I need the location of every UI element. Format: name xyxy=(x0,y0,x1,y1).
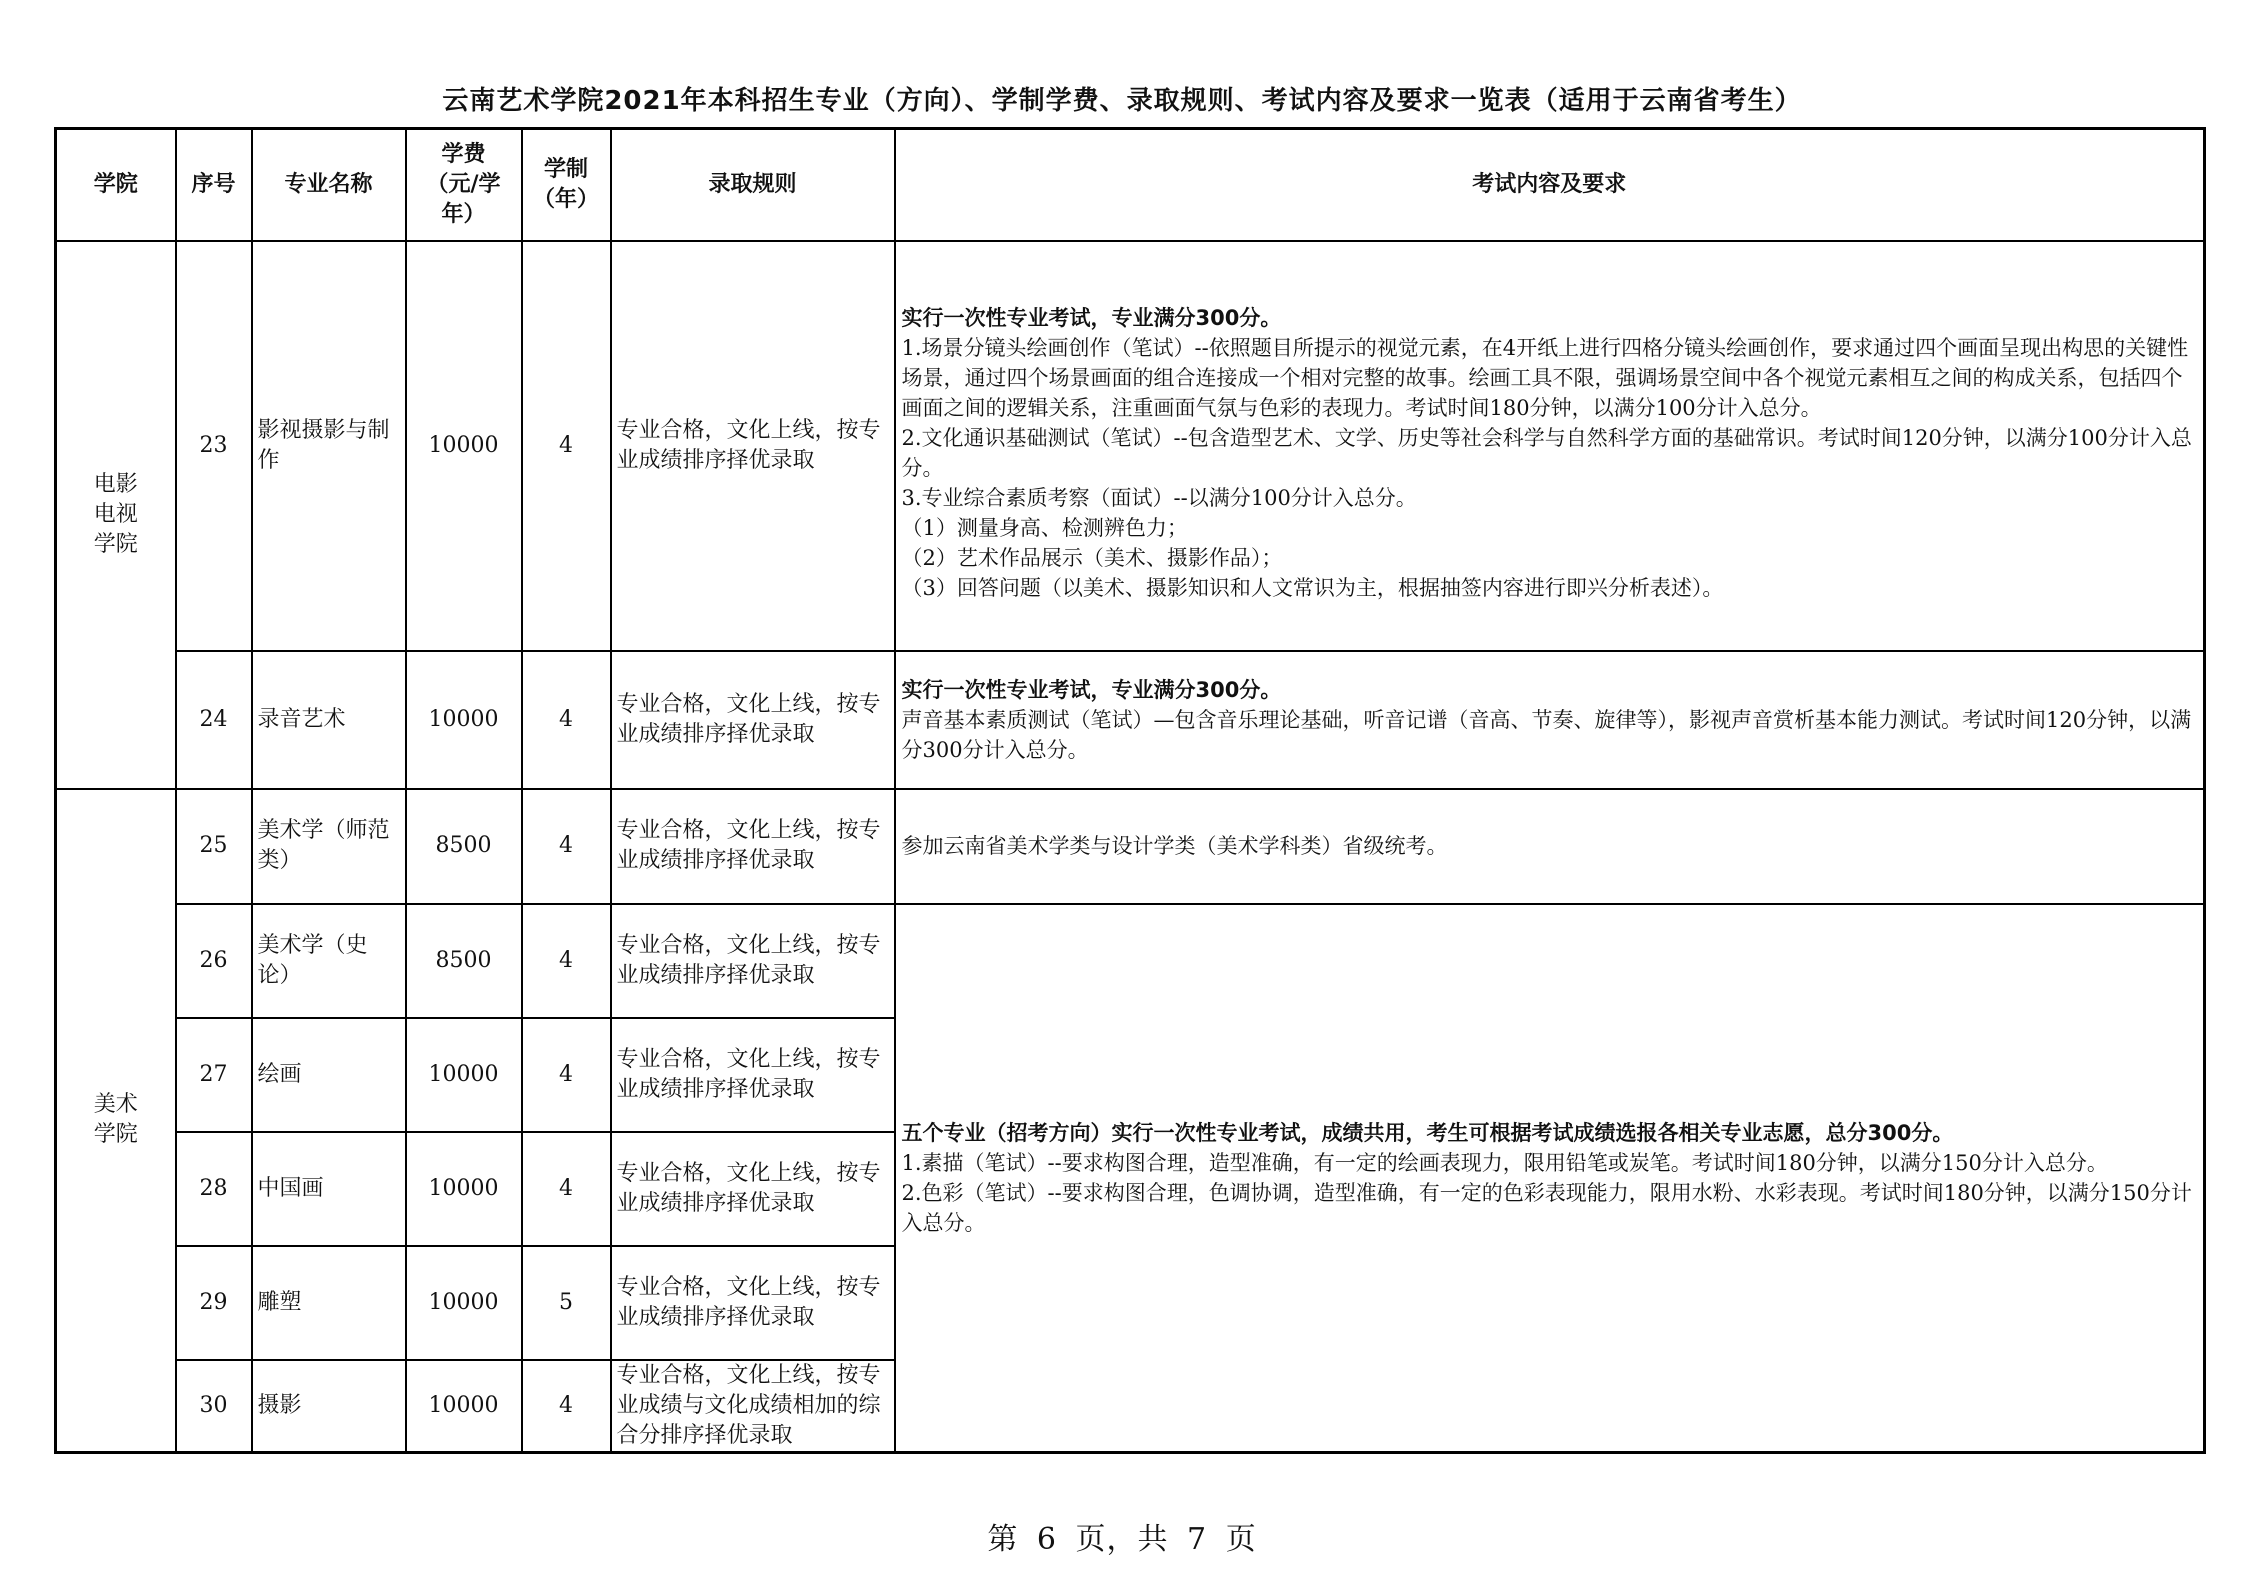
current-page: 6 xyxy=(1036,1522,1057,1557)
header-years: 学制 （年） xyxy=(522,129,611,241)
header-college: 学院 xyxy=(56,129,176,241)
table-row xyxy=(56,789,2205,904)
cell-no: 27 xyxy=(176,1018,252,1132)
cell-years: 4 xyxy=(522,241,611,651)
college-film: 电影 电视 学院 xyxy=(56,241,176,789)
cell-no: 24 xyxy=(176,651,252,789)
cell-major: 录音艺术 xyxy=(252,651,406,789)
cell-fee: 10000 xyxy=(406,1018,522,1132)
cell-major: 摄影 xyxy=(252,1360,406,1453)
table-row xyxy=(56,241,2205,651)
header-no: 序号 xyxy=(176,129,252,241)
req-heading: 五个专业（招考方向）实行一次性专业考试，成绩共用，考生可根据考试成绩选报各相关专业志愿，总分300分。 xyxy=(901,1120,1954,1145)
cell-rule: 专业合格，文化上线，按专业成绩与文化成绩相加的综合分排序择优录取 xyxy=(611,1360,895,1453)
cell-no: 26 xyxy=(176,904,252,1018)
cell-requirements xyxy=(895,241,2205,651)
cell-fee: 8500 xyxy=(406,789,522,904)
cell-rule: 专业合格，文化上线，按专业成绩排序择优录取 xyxy=(611,1018,895,1132)
cell-requirements xyxy=(895,904,2205,1453)
cell-years: 4 xyxy=(522,1018,611,1132)
cell-major: 美术学（师范类） xyxy=(252,789,406,904)
req-line: 2.文化通识基础测试（笔试）--包含造型艺术、文学、历史等社会科学与自然科学方面的基础常识。考试时间120分钟，以满分100分计入总分。 xyxy=(901,425,2192,480)
cell-no: 28 xyxy=(176,1132,252,1246)
req-line: （3）回答问题（以美术、摄影知识和人文常识为主，根据抽签内容进行即兴分析表述）。 xyxy=(901,575,1724,600)
header-fee: 学费 （元/学 年） xyxy=(406,129,522,241)
cell-major: 美术学（史论） xyxy=(252,904,406,1018)
cell-years: 4 xyxy=(522,789,611,904)
college-art: 美术 学院 xyxy=(56,789,176,1453)
header-requirements: 考试内容及要求 xyxy=(895,129,2205,241)
cell-rule: 专业合格，文化上线，按专业成绩排序择优录取 xyxy=(611,789,895,904)
admissions-table xyxy=(54,127,2206,1454)
cell-no: 29 xyxy=(176,1246,252,1360)
table-row xyxy=(56,651,2205,789)
cell-fee: 10000 xyxy=(406,1246,522,1360)
req-line: 1.素描（笔试）--要求构图合理，造型准确，有一定的绘画表现力，限用铅笔或炭笔。考试时间180分钟，以满分150分计入总分。 xyxy=(901,1150,2108,1175)
cell-rule: 专业合格，文化上线，按专业成绩排序择优录取 xyxy=(611,1132,895,1246)
req-line: 3.专业综合素质考察（面试）--以满分100分计入总分。 xyxy=(901,485,1417,510)
header-row xyxy=(56,129,2205,241)
cell-years: 5 xyxy=(522,1246,611,1360)
req-heading: 实行一次性专业考试，专业满分300分。 xyxy=(901,305,1282,330)
cell-no: 25 xyxy=(176,789,252,904)
cell-major: 影视摄影与制作 xyxy=(252,241,406,651)
cell-fee: 10000 xyxy=(406,651,522,789)
cell-major: 雕塑 xyxy=(252,1246,406,1360)
header-major: 专业名称 xyxy=(252,129,406,241)
req-line: 1.场景分镜头绘画创作（笔试）--依照题目所提示的视觉元素，在4开纸上进行四格分镜头绘画创作，要求通过四个画面呈现出构思的关键性场景，通过四个场景画面的组合连接成一个相对完整的故事。绘画工具不限，强调场景空间中各个视觉元素相互之间的构成关系，包括四个画面之间的逻辑关系，注重画面气氛与色彩的表现力。考试时间180分钟，以满分100分计入总分。 xyxy=(901,335,2189,420)
page-title: 云南艺术学院2021年本科招生专业（方向）、学制学费、录取规则、考试内容及要求一览表（适用于云南省考生） xyxy=(442,86,1802,116)
req-line: 2.色彩（笔试）--要求构图合理，色调协调，造型准确，有一定的色彩表现能力，限用水粉、水彩表现。考试时间180分钟，以满分150分计入总分。 xyxy=(901,1180,2192,1235)
cell-fee: 8500 xyxy=(406,904,522,1018)
cell-requirements xyxy=(895,789,2205,904)
total-pages: 7 xyxy=(1187,1522,1208,1557)
table-row xyxy=(56,904,2205,1018)
cell-rule: 专业合格，文化上线，按专业成绩排序择优录取 xyxy=(611,241,895,651)
page-footer: 第 6 页，共 7 页 xyxy=(987,1522,1257,1557)
req-line: （1）测量身高、检测辨色力； xyxy=(901,515,1188,540)
cell-years: 4 xyxy=(522,651,611,789)
cell-years: 4 xyxy=(522,904,611,1018)
cell-rule: 专业合格，文化上线，按专业成绩排序择优录取 xyxy=(611,904,895,1018)
req-line: 参加云南省美术学类与设计学类（美术学科类）省级统考。 xyxy=(901,834,1448,858)
cell-major: 绘画 xyxy=(252,1018,406,1132)
req-heading: 实行一次性专业考试，专业满分300分。 xyxy=(901,677,1282,702)
req-line: 声音基本素质测试（笔试）—包含音乐理论基础，听音记谱（音高、节奏、旋律等），影视声音赏析基本能力测试。考试时间120分钟，以满分300分计入总分。 xyxy=(901,707,2192,762)
cell-rule: 专业合格，文化上线，按专业成绩排序择优录取 xyxy=(611,651,895,789)
cell-fee: 10000 xyxy=(406,1132,522,1246)
cell-no: 23 xyxy=(176,241,252,651)
req-line: （2）艺术作品展示（美术、摄影作品）； xyxy=(901,545,1283,570)
header-rule: 录取规则 xyxy=(611,129,895,241)
cell-fee: 10000 xyxy=(406,241,522,651)
cell-years: 4 xyxy=(522,1360,611,1453)
cell-rule: 专业合格，文化上线，按专业成绩排序择优录取 xyxy=(611,1246,895,1360)
cell-major: 中国画 xyxy=(252,1132,406,1246)
cell-requirements xyxy=(895,651,2205,789)
cell-fee: 10000 xyxy=(406,1360,522,1453)
cell-years: 4 xyxy=(522,1132,611,1246)
cell-no: 30 xyxy=(176,1360,252,1453)
